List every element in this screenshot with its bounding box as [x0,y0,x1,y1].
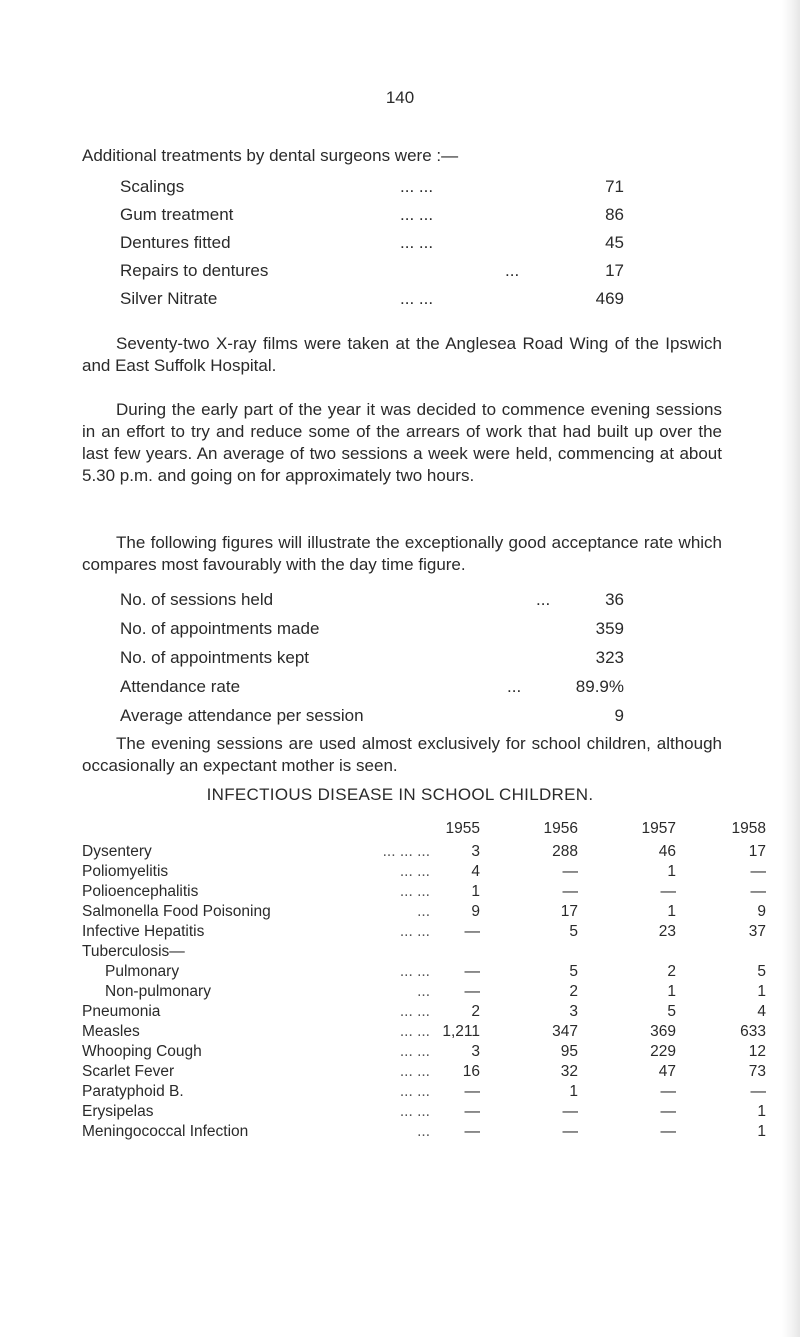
table-cell: — [464,963,480,980]
session-value: 89.9% [575,677,624,696]
evening-paragraph [82,399,722,487]
treatments-intro: Additional treatments by dental surgeons were :— [82,146,459,165]
session-value: 9 [614,706,624,725]
evening-text: During the early part of the year it was decided to commence evening sessions in an effort to try and reduce some of the arrears of work that had built up over the last few years. An average of two sessions a week were held, commencing at about 5.30 p.m. and going on for approximately two hours. [82,400,722,485]
session-value: 359 [595,619,624,638]
row-leader: ... ... [399,1003,430,1020]
treatment-value: 71 [605,177,624,196]
figures-text: The following figures will illustrate the exceptionally good acceptance rate which compares most favourably with the day time figure. [82,533,722,574]
row-leader: ... ... [399,1103,430,1120]
table-cell: 3 [471,1043,480,1060]
table-cell: 5 [569,923,578,940]
row-label: Erysipelas [82,1103,154,1120]
row-leader: ... ... [399,963,430,980]
table-cell: — [660,883,676,900]
table-cell: — [660,1123,676,1140]
treatment-value: 469 [595,289,624,308]
row-label: Polioencephalitis [82,883,199,900]
table-cell: 2 [667,963,676,980]
page-number: 140 [385,88,415,107]
table-cell: 9 [471,903,480,920]
row-leader: ... ... ... [382,843,430,860]
table-cell: — [464,1103,480,1120]
table-cell: 1 [757,983,766,1000]
table-cell: — [562,863,578,880]
table-cell: — [464,983,480,1000]
row-leader: ... [417,983,430,1000]
table-cell: 17 [748,843,766,860]
table-cell: 5 [667,1003,676,1020]
table-cell: 2 [471,1003,480,1020]
year-header: 1958 [731,820,766,837]
row-leader: ... ... [399,863,430,880]
table-cell: — [562,1103,578,1120]
session-label: Average attendance per session [120,706,364,725]
treatment-leader: ... [505,261,520,280]
table-cell: 1 [471,883,480,900]
row-label: Tuberculosis— [82,943,185,960]
table-cell: — [660,1083,676,1100]
row-leader: ... ... [399,923,430,940]
table-cell: — [464,1123,480,1140]
table-cell: — [464,923,480,940]
row-label: Poliomyelitis [82,863,169,880]
xray-text: Seventy-two X-ray films were taken at the Anglesea Road Wing of the Ipswich and East Suffolk Hospital. [82,334,722,375]
table-cell: 3 [471,843,480,860]
session-label: No. of sessions held [120,590,274,609]
table-cell: 5 [569,963,578,980]
row-leader: ... ... [399,1043,430,1060]
table-cell: — [750,883,766,900]
row-label: Pneumonia [82,1003,161,1020]
row-label: Non-pulmonary [105,983,211,1000]
table-cell: 1 [757,1123,766,1140]
treatment-label: Gum treatment [120,205,234,224]
row-label: Pulmonary [105,963,180,980]
table-cell: 369 [650,1023,676,1040]
treatment-value: 86 [605,205,624,224]
table-cell: 17 [560,903,578,920]
table-cell: 2 [569,983,578,1000]
treatment-label: Repairs to dentures [120,261,269,280]
treatment-leader: ... ... [400,205,434,224]
year-header: 1956 [543,820,578,837]
table-cell: — [562,883,578,900]
page-edge-shadow [782,0,800,1337]
row-leader: ... [417,903,430,920]
session-label: Attendance rate [120,677,241,696]
xray-paragraph [82,333,722,377]
table-cell: 1 [667,983,676,1000]
row-label: Salmonella Food Poisoning [82,903,271,920]
row-leader: ... ... [399,1023,430,1040]
table-cell: 1,211 [442,1023,480,1040]
year-header: 1955 [445,820,480,837]
table-cell: — [562,1123,578,1140]
table-cell: 1 [757,1103,766,1120]
figures-paragraph [82,532,722,576]
table-cell: 633 [740,1023,766,1040]
treatment-leader: ... ... [400,289,434,308]
row-label: Paratyphoid B. [82,1083,184,1100]
table-cell: 1 [569,1083,578,1100]
table-cell: 4 [757,1003,766,1020]
session-leader: ... [507,677,522,696]
table-cell: 23 [658,923,676,940]
table-cell: 12 [748,1043,766,1060]
table-cell: 288 [552,843,578,860]
row-label: Whooping Cough [82,1043,202,1060]
table-cell: 46 [658,843,676,860]
treatment-label: Dentures fitted [120,233,231,252]
treatment-label: Scalings [120,177,185,196]
row-leader: ... [417,1123,430,1140]
session-label: No. of appointments made [120,619,320,638]
session-leader: ... [536,590,551,609]
year-header: 1957 [641,820,676,837]
table-cell: 1 [667,903,676,920]
row-label: Measles [82,1023,140,1040]
table-cell: 347 [552,1023,578,1040]
table-cell: 73 [748,1063,766,1080]
treatment-leader: ... ... [400,233,434,252]
table-title: INFECTIOUS DISEASE IN SCHOOL CHILDREN. [206,785,594,804]
table-cell: 3 [569,1003,578,1020]
table-cell: — [750,1083,766,1100]
table-cell: 37 [748,923,766,940]
table-cell: 1 [667,863,676,880]
row-label: Dysentery [82,843,152,860]
table-cell: 32 [560,1063,578,1080]
table-cell: 16 [462,1063,480,1080]
table-cell: 95 [560,1043,578,1060]
row-label: Scarlet Fever [82,1063,175,1080]
children-text: The evening sessions are used almost exclusively for school children, although occasionally an expectant mother is seen. [82,734,722,775]
table-cell: — [660,1103,676,1120]
session-value: 36 [605,590,624,609]
session-value: 323 [595,648,624,667]
table-cell: 229 [650,1043,676,1060]
row-leader: ... ... [399,1083,430,1100]
treatment-label: Silver Nitrate [120,289,218,308]
table-cell: 9 [757,903,766,920]
row-leader: ... ... [399,1063,430,1080]
row-label: Meningococcal Infection [82,1123,249,1140]
table-cell: — [750,863,766,880]
table-cell: 4 [471,863,480,880]
children-paragraph [82,733,722,777]
table-cell: — [464,1083,480,1100]
session-label: No. of appointments kept [120,648,310,667]
table-cell: 5 [757,963,766,980]
treatment-value: 45 [605,233,624,252]
treatment-value: 17 [605,261,624,280]
treatment-leader: ... ... [400,177,434,196]
row-label: Infective Hepatitis [82,923,205,940]
row-leader: ... ... [399,883,430,900]
table-cell: 47 [658,1063,676,1080]
